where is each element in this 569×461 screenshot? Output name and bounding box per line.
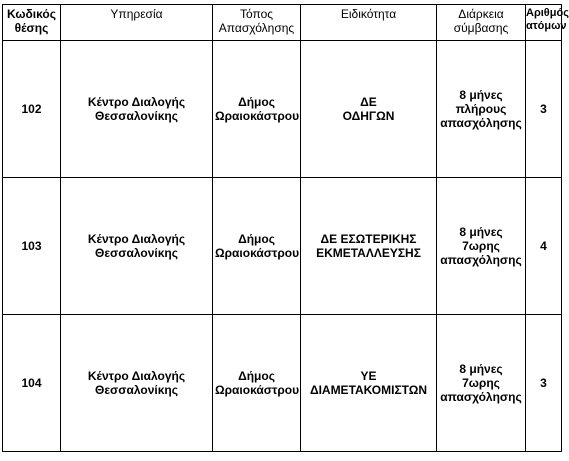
cell-service: Κέντρο Διαλογής Θεσσαλονίκης <box>61 315 213 452</box>
header-specialty: Ειδικότητα <box>301 5 437 41</box>
cell-specialty: ΥΕ ΔΙΑΜΕΤΑΚΟΜΙΣΤΩΝ <box>301 315 437 452</box>
table-row <box>3 315 562 452</box>
cell-duration: 8 μήνες 7ωρης απασχόλησης <box>437 178 526 315</box>
cell-location: Δήμος Ωραιοκάστρου <box>213 315 301 452</box>
table-row <box>3 178 562 315</box>
cell-duration: 8 μήνες 7ωρης απασχόλησης <box>437 315 526 452</box>
table-header-row <box>3 5 562 41</box>
cell-location: Δήμος Ωραιοκάστρου <box>213 41 301 178</box>
cell-code: 104 <box>3 315 61 452</box>
cell-specialty: ΔΕ ΕΣΩΤΕΡΙΚΗΣ ΕΚΜΕΤΑΛΛΕΥΣΗΣ <box>301 178 437 315</box>
header-duration: Διάρκεια σύμβασης <box>437 5 526 41</box>
header-count: Αριθμός ατόμων <box>526 5 562 41</box>
cell-specialty: ΔΕ ΟΔΗΓΩΝ <box>301 41 437 178</box>
header-location: Τόπος Απασχόλησης <box>213 5 301 41</box>
header-service: Υπηρεσία <box>61 5 213 41</box>
cell-count: 3 <box>526 41 562 178</box>
cell-location: Δήμος Ωραιοκάστρου <box>213 178 301 315</box>
cell-count: 4 <box>526 178 562 315</box>
cell-count: 3 <box>526 315 562 452</box>
table-row <box>3 41 562 178</box>
header-code: Κωδικός θέσης <box>3 5 61 41</box>
cell-code: 102 <box>3 41 61 178</box>
cell-code: 103 <box>3 178 61 315</box>
cell-service: Κέντρο Διαλογής Θεσσαλονίκης <box>61 41 213 178</box>
cell-service: Κέντρο Διαλογής Θεσσαλονίκης <box>61 178 213 315</box>
positions-table <box>2 4 569 452</box>
cell-duration: 8 μήνες πλήρους απασχόλησης <box>437 41 526 178</box>
